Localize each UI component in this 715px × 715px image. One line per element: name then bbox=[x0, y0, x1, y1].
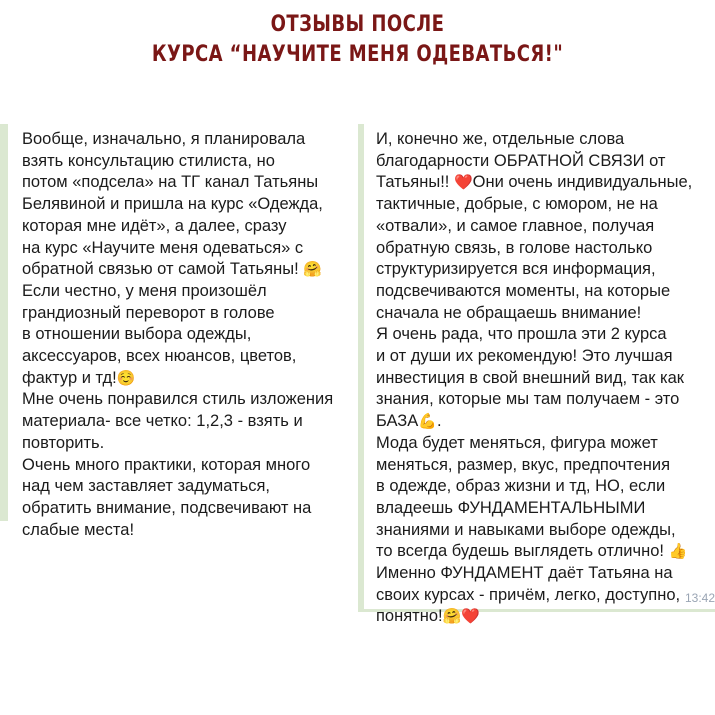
review-line: знаниями и навыками выборе одежды, bbox=[376, 520, 676, 539]
review-line: фактур и тд!☺️ bbox=[22, 368, 136, 387]
review-line: тактичные, добрые, с юмором, не на bbox=[376, 195, 658, 214]
review-line: Мне очень понравился стиль изложения bbox=[22, 390, 334, 409]
review-line: подсвечиваются моменты, на которые bbox=[376, 281, 671, 300]
review-line: владеешь ФУНДАМЕНТАЛЬНЫМИ bbox=[376, 498, 646, 517]
review-line: Именно ФУНДАМЕНТ даёт Татьяна на bbox=[376, 564, 673, 583]
review-line: повторить. bbox=[22, 433, 105, 452]
review-line: меняться, размер, вкус, предпочтения bbox=[376, 455, 671, 474]
review-line: материала- все четко: 1,2,3 - взять и bbox=[22, 412, 303, 431]
review-line: И, конечно же, отдельные слова bbox=[376, 130, 625, 148]
review-line: и от души их рекомендую! Это лучшая bbox=[376, 347, 673, 366]
review-line: потом «подсела» на ТГ канал Татьяны bbox=[22, 173, 319, 192]
heart-emoji-icon: ❤️ bbox=[461, 607, 480, 626]
review-line: обратить внимание, подсвечивают на bbox=[22, 498, 312, 517]
review-line: Вообще, изначально, я планировала bbox=[22, 130, 306, 148]
review-text-left bbox=[22, 129, 333, 541]
review-line: своих курсах - причём, легко, доступно, bbox=[376, 585, 681, 604]
review-line: то всегда будешь выглядеть отлично! 👍 bbox=[376, 542, 688, 561]
review-line: которая мне идёт», а далее, сразу bbox=[22, 216, 287, 235]
smile-emoji-icon: ☺️ bbox=[116, 368, 136, 387]
hug-emoji-icon: 🤗 bbox=[303, 260, 322, 279]
review-line: Если честно, у меня произошёл bbox=[22, 281, 267, 300]
review-line: знания, которые мы там получаем - это bbox=[376, 390, 680, 409]
review-line: грандиозный переворот в голове bbox=[22, 303, 275, 322]
review-line: на курс «Научите меня одеваться» с bbox=[22, 238, 304, 257]
review-line: сначала не обращаешь внимание! bbox=[376, 303, 642, 322]
review-card-left bbox=[0, 124, 357, 539]
review-line: аксессуаров, всех нюансов, цветов, bbox=[22, 347, 297, 366]
review-line: в отношении выбора одежды, bbox=[22, 325, 252, 344]
review-line: обратную связь, в голове настолько bbox=[376, 238, 653, 257]
muscle-emoji-icon: 💪 bbox=[418, 412, 437, 431]
review-line: Очень много практики, которая много bbox=[22, 455, 311, 474]
review-line: структуризируется вся информация, bbox=[376, 260, 656, 279]
thumbs-up-emoji-icon: 👍 bbox=[668, 542, 688, 561]
review-line: БАЗА💪. bbox=[376, 412, 442, 431]
review-line: обратной связью от самой Татьяны! 🤗 bbox=[22, 260, 322, 279]
title-line-1: ОТЗЫВЫ ПОСЛЕ bbox=[270, 12, 445, 37]
review-line: Мода будет меняться, фигура может bbox=[376, 433, 658, 452]
review-line: взять консультацию стилиста, но bbox=[22, 151, 275, 170]
page-title bbox=[64, 10, 650, 70]
title-line-2: КУРСА “НАУЧИТЕ МЕНЯ ОДЕВАТЬСЯ!" bbox=[151, 42, 564, 67]
review-line: над чем заставляет задуматься, bbox=[22, 477, 270, 496]
review-line: понятно!🤗❤️ bbox=[376, 607, 480, 626]
review-line: Белявиной и пришла на курс «Одежда, bbox=[22, 195, 323, 214]
review-line: благодарности ОБРАТНОЙ СВЯЗИ от bbox=[376, 151, 666, 170]
message-timestamp: 13:42 bbox=[684, 591, 715, 605]
review-text-right bbox=[376, 129, 692, 628]
review-line: слабые места! bbox=[22, 520, 135, 539]
review-line: «отвали», и самое главное, получая bbox=[376, 216, 655, 235]
review-line: в одежде, образ жизни и тд, НО, если bbox=[376, 477, 666, 496]
hug-emoji-icon: 🤗 bbox=[442, 607, 462, 626]
review-card-right bbox=[358, 124, 715, 626]
heart-emoji-icon: ❤️ bbox=[453, 173, 473, 192]
review-line: Татьяны!! ❤️Они очень индивидуальные, bbox=[376, 173, 693, 192]
review-line: Я очень рада, что прошла эти 2 курса bbox=[376, 325, 667, 344]
review-line: инвестиция в свой внешний вид, так как bbox=[376, 368, 684, 387]
